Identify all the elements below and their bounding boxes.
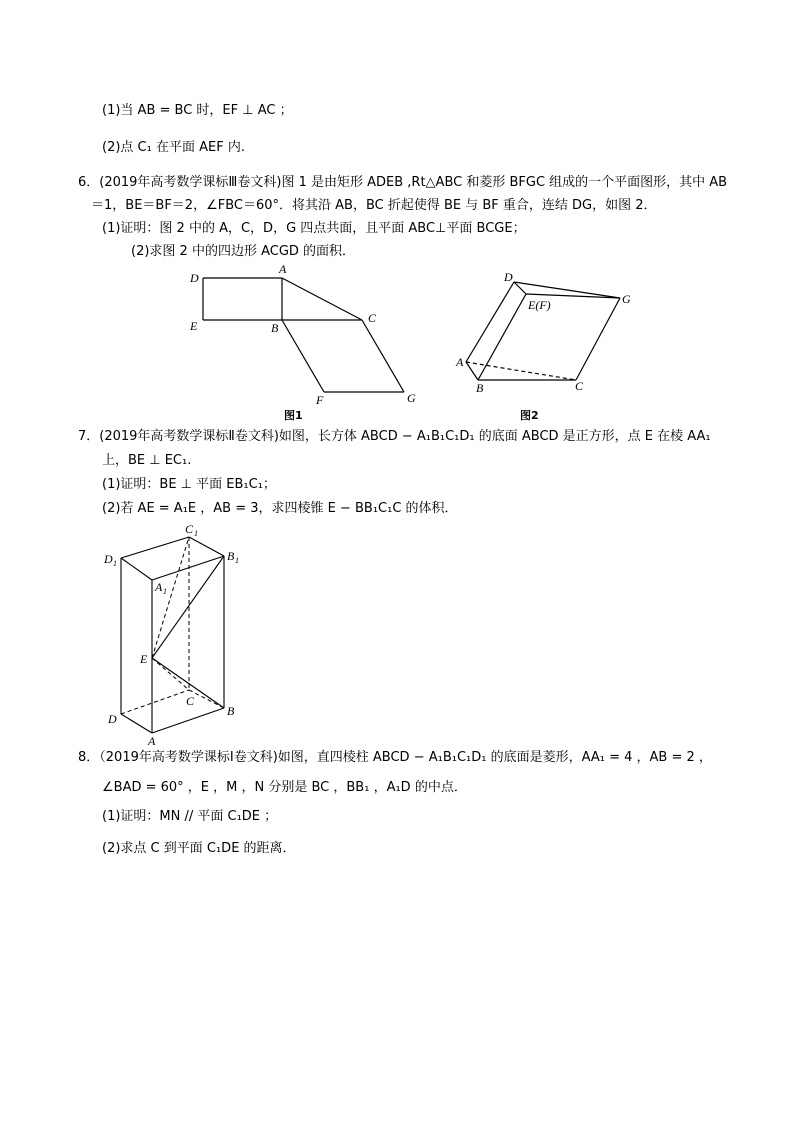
q7-stem-line1: 7．(2019年高考数学课标Ⅱ卷文科)如图，长方体 ABCD − A₁B₁C₁D₁ 的底面 ABCD 是正方形，点 E 在棱 AA₁	[78, 429, 711, 444]
q8-part2: (2)求点 C 到平面 C₁DE 的距离．	[102, 841, 296, 856]
fig1-seg-AC	[282, 278, 362, 320]
fig3-seg-DA	[121, 714, 152, 733]
fig3-label-A: A	[148, 734, 156, 748]
fig2-seg-AB	[466, 362, 478, 380]
fig1-label-D: D	[190, 271, 199, 285]
fig2-label-A: A	[456, 355, 464, 369]
fig2-label-B: B	[476, 381, 484, 395]
fig1-label-A: A	[279, 262, 287, 276]
fig1-label-B: B	[271, 321, 279, 335]
fig1-label-C: C	[368, 311, 377, 325]
fig3-label-B1-sub: 1	[235, 556, 239, 565]
fig3-label-B1: B	[227, 549, 235, 563]
q5-part2: (2)点 C₁ 在平面 AEF 内.	[102, 140, 245, 155]
fig3-label-C1: C	[185, 522, 194, 536]
fig3-label-C: C	[186, 694, 195, 708]
fig3-seg-D1C1	[121, 537, 189, 558]
fig1-label-E: E	[190, 319, 198, 333]
fig3-seg-EB1	[152, 556, 224, 658]
fig1-caption: 图1	[284, 409, 303, 422]
fig3-label-D1: D	[104, 552, 113, 566]
q7-part2: (2)若 AE = A₁E ，AB = 3，求四棱锥 E − BB₁C₁C 的体积．	[102, 501, 458, 516]
fig3-seg-A1D1	[121, 558, 152, 580]
fig2-label-C: C	[575, 379, 584, 393]
fig2-seg-GC	[576, 298, 620, 380]
fig3-label-E: E	[140, 652, 148, 666]
fig2-seg-EF-B	[478, 294, 526, 380]
fig2-caption: 图2	[520, 409, 539, 422]
fig3-seg-DC	[121, 690, 189, 714]
q7-part1: (1)证明：BE ⊥ 平面 EB₁C₁；	[102, 477, 276, 492]
fig3-label-C1-sub: 1	[194, 529, 198, 538]
fig3-label-D1-sub: 1	[113, 559, 117, 568]
fig3-seg-AB	[152, 708, 224, 733]
fig3-seg-C1B1	[189, 537, 224, 556]
fig2-label-D: D	[504, 270, 513, 284]
q6-stem-line1: 6．(2019年高考数学课标Ⅲ卷文科)图 1 是由矩形 ADEB ,Rt△ABC 和菱形 BFGC 组成的一个平面图形，其中 AB	[78, 175, 728, 190]
q5-part1: (1)当 AB = BC 时，EF ⊥ AC ；	[102, 103, 293, 118]
fig3-seg-EC1	[152, 537, 189, 658]
fig3-label-B: B	[227, 704, 235, 718]
fig1-seg-BF	[282, 320, 324, 392]
q8-stem-line1: 8．（2019年高考数学课标Ⅰ卷文科)如图，直四棱柱 ABCD − A₁B₁C₁D₁ 的底面是菱形，AA₁ = 4 ，AB = 2 ，	[78, 750, 712, 765]
fig3-label-A1-sub: 1	[163, 587, 167, 596]
fig1-seg-CG	[362, 320, 404, 392]
q8-stem-line2: ∠BAD = 60° ，E ，M ，N 分别是 BC ，BB₁ ，A₁D 的中点．	[102, 780, 467, 795]
fig1-label-F: F	[316, 393, 324, 407]
q6-stem-line2: ＝1，BE＝BF＝2，∠FBC＝60°．将其沿 AB，BC 折起使得 BE 与 BF 重合，连结 DG，如图 2．	[91, 198, 657, 213]
fig3-seg-CB	[189, 690, 224, 708]
fig3-label-D: D	[108, 712, 117, 726]
q7-stem-line2: 上，BE ⊥ EC₁.	[102, 453, 192, 468]
fig3-seg-EC	[152, 658, 189, 690]
q6-part1: (1)证明：图 2 中的 A，C，D，G 四点共面，且平面 ABC⊥平面 BCGE；	[102, 221, 526, 236]
fig1-label-G: G	[407, 391, 416, 405]
fig2-label-EF: E(F)	[528, 298, 551, 312]
fig3-label-A1: A	[155, 580, 163, 594]
fig2-seg-DA	[466, 282, 514, 362]
q6-part2: (2)求图 2 中的四边形 ACGD 的面积．	[131, 244, 356, 259]
fig3-seg-B1A1	[152, 556, 224, 580]
q8-part1: (1)证明：MN // 平面 C₁DE ；	[102, 809, 278, 824]
fig2-label-G: G	[622, 292, 631, 306]
